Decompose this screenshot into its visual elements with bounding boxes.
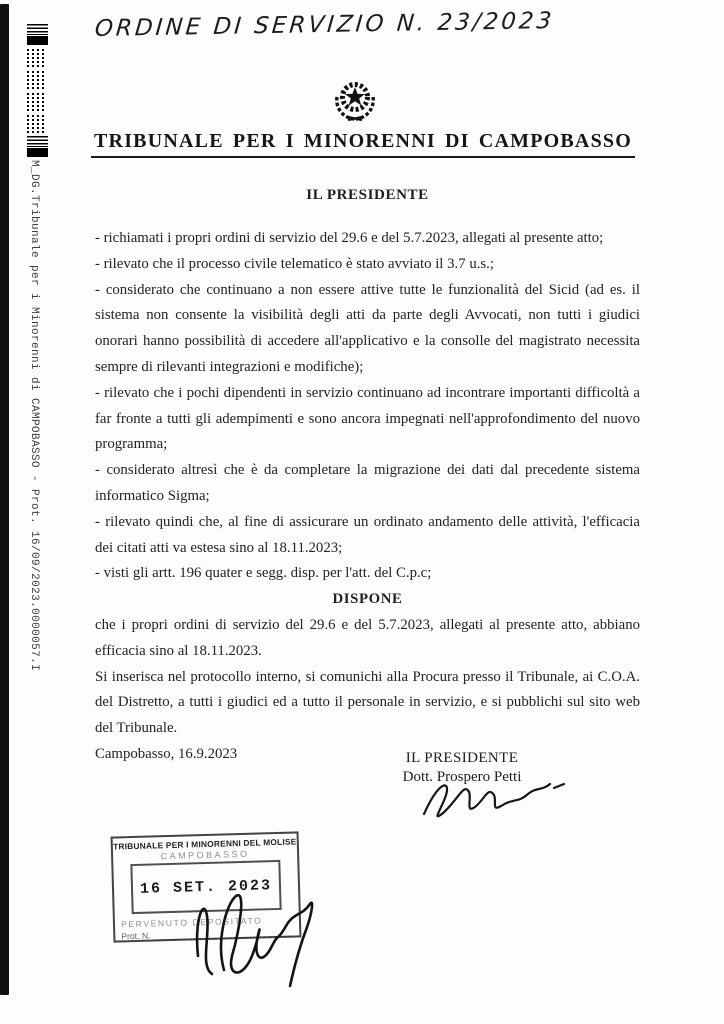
- disposition-paragraph: che i propri ordini di servizio del 29.6 e del 5.7.2023, allegati al presente atto, abbiano efficacia sino al 18.11.2023.: [95, 616, 640, 659]
- stamp-office-name: TRIBUNALE PER I MINORENNI DEL MOLISE: [112, 836, 297, 852]
- barcode-bar-icon: [27, 148, 48, 157]
- premise-paragraph: - richiamati i propri ordini di servizio del 29.6 e del 5.7.2023, allegati al presente atto;: [95, 230, 604, 246]
- datamatrix-icon: [27, 91, 47, 111]
- datamatrix-icon: [27, 113, 47, 133]
- presidente-heading: IL PRESIDENTE: [306, 187, 429, 203]
- barcode-stripes-icon: [27, 24, 48, 35]
- scan-edge-artifact: [0, 4, 9, 995]
- premise-paragraph: - considerato altresì che è da completare la migrazione dei dati dal precedente sistema informatico Sigma;: [95, 462, 640, 504]
- dispone-heading: DISPONE: [332, 591, 403, 608]
- handwritten-signature-icon: [418, 766, 568, 828]
- stamp-protocol-label: Prot. N.: [121, 930, 151, 942]
- datamatrix-icon: [27, 69, 47, 89]
- premise-paragraph: - rilevato quindi che, al fine di assicurare un ordinato andamento delle attività, l'efficacia dei citati atti va estesa sino al 18.11.2023;: [95, 513, 640, 556]
- stamp-date: 16 SET. 2023: [139, 876, 273, 898]
- protocol-barcode-icon: [27, 24, 48, 157]
- stamp-status: PERVENUTO DEPOSITATO: [120, 915, 263, 930]
- document-title-text: TRIBUNALE PER I MINORENNI DI CAMPOBASSO: [91, 130, 635, 158]
- protocol-vertical-text: M_DG.Tribunale per i Minorenni di CAMPOBASSO - Prot. 16/09/2023.0000057.I: [28, 160, 40, 672]
- handwritten-initials-icon: [182, 884, 322, 989]
- premise-paragraph: - visti gli artt. 196 quater e segg. disp. per l'att. del C.p.c;: [95, 565, 432, 582]
- barcode-bar-icon: [27, 36, 48, 45]
- datamatrix-icon: [27, 47, 47, 67]
- stamp-city: CAMPOBASSO: [160, 848, 250, 862]
- disposition-paragraph: Si inserisca nel protocollo interno, si comunichi alla Procura presso il Tribunale, ai C.O.A. del Distretto, a tutti i giudici ed a tutto il personale in servizio, e si pubblichi sul sito web del Tribunale.: [95, 668, 640, 737]
- italian-republic-emblem-icon: [331, 76, 379, 128]
- document-body: [95, 226, 640, 768]
- signature-name: Dott. Prospero Petti: [402, 769, 522, 785]
- signature-role: IL PRESIDENTE: [405, 750, 519, 766]
- premise-paragraph: - rilevato che il processo civile telematico è stato avviato il 3.7 u.s.;: [95, 255, 494, 272]
- document-title: [85, 130, 641, 158]
- premise-paragraph: - rilevato che i pochi dipendenti in servizio continuano ad incontrare importanti difficoltà a far fronte a tutti gli adempimenti e sono ancora impegnati nell'approfondimento del nuovo programma;: [95, 384, 640, 453]
- barcode-stripes-icon: [27, 136, 48, 147]
- premise-paragraph: - considerato che continuano a non essere attive tutte le funzionalità del Sicid (ad es. il sistema non consente la visibilità degli atti da parte degli Avvocati, non tutti i giudici onorari hanno possibilità di accedere all'applicativo e la consolle del magistrato necessita sempre di rilevanti integrazioni e modifiche);: [95, 281, 640, 375]
- place-date-line: Campobasso, 16.9.2023: [95, 745, 238, 762]
- handwritten-order-number: ORDINE DI SERVIZIO N. 23/2023: [93, 7, 556, 43]
